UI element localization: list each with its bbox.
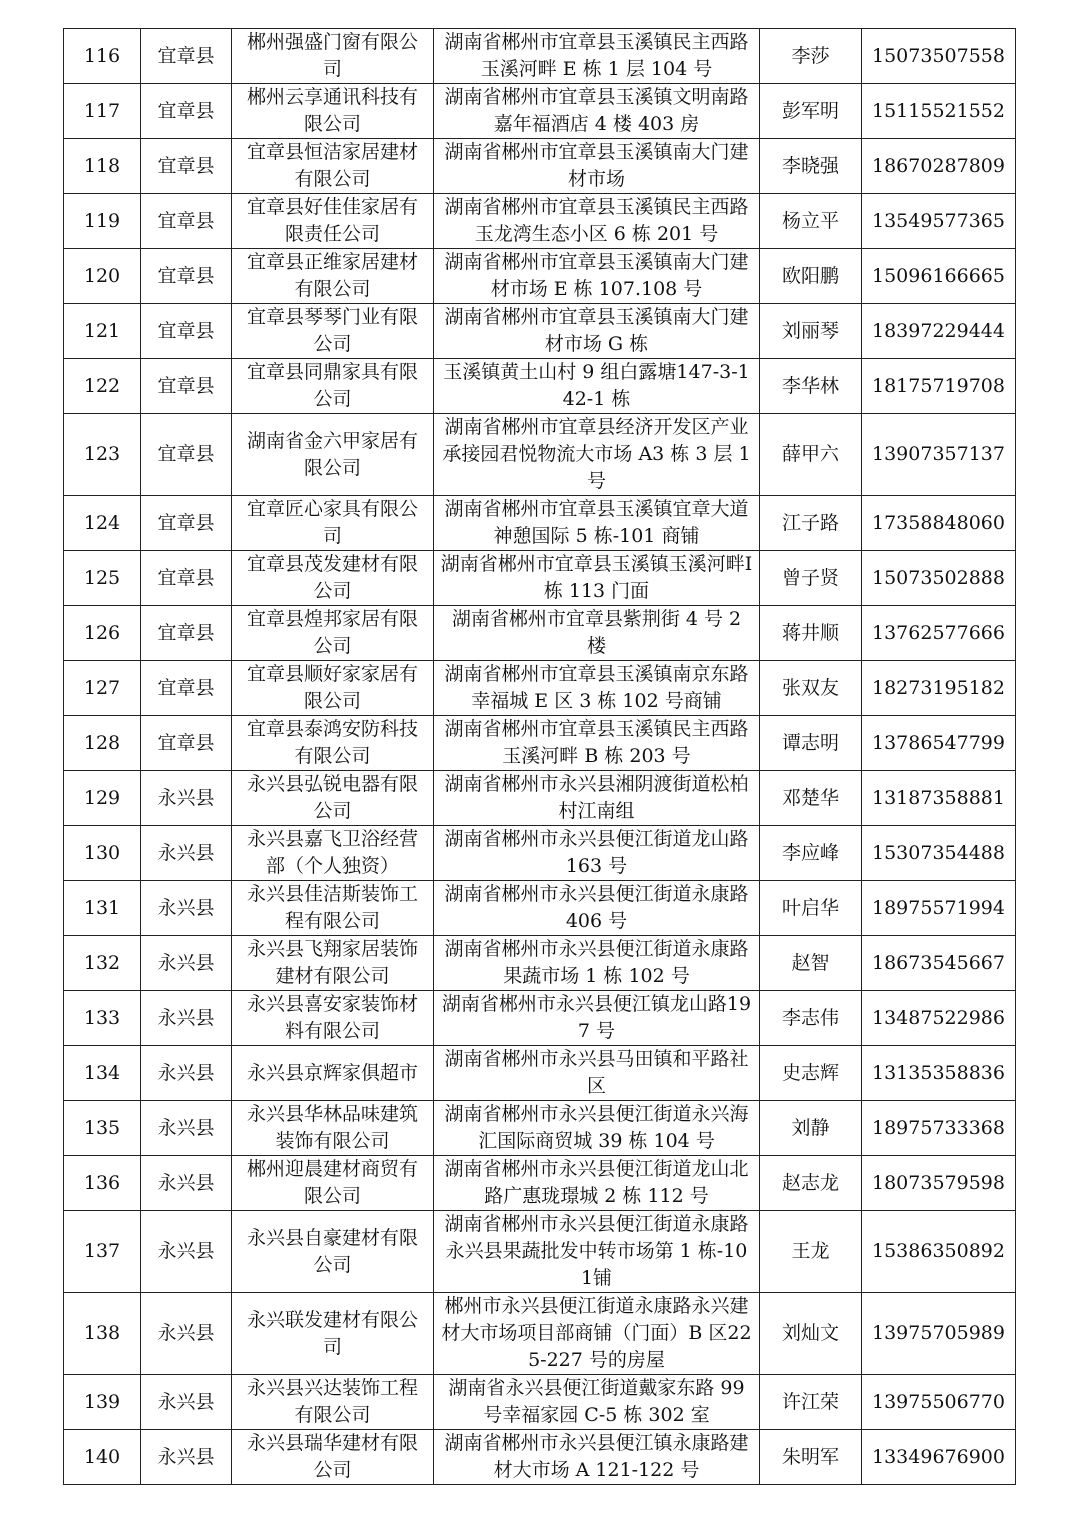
- county-cell: 宜章县: [141, 249, 232, 304]
- row-number: 127: [64, 661, 141, 716]
- table-row: [64, 1293, 1016, 1375]
- table-row: [64, 716, 1016, 771]
- contact-cell: 刘丽琴: [760, 304, 862, 359]
- company-cell: 永兴县瑞华建材有限公司: [232, 1430, 434, 1485]
- row-number: 137: [64, 1211, 141, 1293]
- phone-cell: 13786547799: [862, 716, 1016, 771]
- table-row: [64, 1375, 1016, 1430]
- company-cell: 宜章县正维家居建材有限公司: [232, 249, 434, 304]
- contact-cell: 朱明军: [760, 1430, 862, 1485]
- row-number: 122: [64, 359, 141, 414]
- row-number: 118: [64, 139, 141, 194]
- address-cell: 湖南省郴州市永兴县便江街道永康路果蔬市场 1 栋 102 号: [434, 936, 760, 991]
- company-cell: 永兴县佳洁斯装饰工程有限公司: [232, 881, 434, 936]
- phone-cell: 13762577666: [862, 606, 1016, 661]
- table-row: [64, 29, 1016, 84]
- contact-cell: 赵志龙: [760, 1156, 862, 1211]
- contact-cell: 史志辉: [760, 1046, 862, 1101]
- company-cell: 宜章县煌邦家居有限公司: [232, 606, 434, 661]
- county-cell: 永兴县: [141, 1430, 232, 1485]
- table-row: [64, 359, 1016, 414]
- contact-cell: 谭志明: [760, 716, 862, 771]
- county-cell: 永兴县: [141, 771, 232, 826]
- contact-cell: 邓楚华: [760, 771, 862, 826]
- address-cell: 湖南省郴州市永兴县便江镇龙山路197 号: [434, 991, 760, 1046]
- company-cell: 宜章县琴琴门业有限公司: [232, 304, 434, 359]
- table-row: [64, 84, 1016, 139]
- address-cell: 湖南省郴州市宜章县玉溪镇民主西路玉溪河畔 E 栋 1 层 104 号: [434, 29, 760, 84]
- table-row: [64, 1046, 1016, 1101]
- company-cell: 宜章县泰鸿安防科技有限公司: [232, 716, 434, 771]
- county-cell: 宜章县: [141, 606, 232, 661]
- company-cell: 宜章匠心家具有限公司: [232, 496, 434, 551]
- phone-cell: 18975733368: [862, 1101, 1016, 1156]
- company-cell: 永兴县飞翔家居装饰建材有限公司: [232, 936, 434, 991]
- address-cell: 玉溪镇黄土山村 9 组白露塘147-3-142-1 栋: [434, 359, 760, 414]
- row-number: 131: [64, 881, 141, 936]
- table-row: [64, 771, 1016, 826]
- row-number: 120: [64, 249, 141, 304]
- address-cell: 湖南省郴州市宜章县玉溪镇文明南路嘉年福酒店 4 楼 403 房: [434, 84, 760, 139]
- contact-cell: 许江荣: [760, 1375, 862, 1430]
- contact-cell: 叶启华: [760, 881, 862, 936]
- address-cell: 湖南省郴州市永兴县便江街道龙山路163 号: [434, 826, 760, 881]
- table-row: [64, 551, 1016, 606]
- table-row: [64, 414, 1016, 496]
- contact-cell: 彭军明: [760, 84, 862, 139]
- table-row: [64, 1156, 1016, 1211]
- phone-cell: 15096166665: [862, 249, 1016, 304]
- row-number: 125: [64, 551, 141, 606]
- contact-cell: 刘静: [760, 1101, 862, 1156]
- address-cell: 湖南省郴州市永兴县便江镇永康路建材大市场 A 121-122 号: [434, 1430, 760, 1485]
- table-row: [64, 496, 1016, 551]
- phone-cell: 13549577365: [862, 194, 1016, 249]
- table-row: [64, 1101, 1016, 1156]
- row-number: 129: [64, 771, 141, 826]
- address-cell: 湖南省郴州市永兴县便江街道永康路406 号: [434, 881, 760, 936]
- table-row: [64, 881, 1016, 936]
- table-row: [64, 661, 1016, 716]
- company-cell: 永兴县华林品味建筑装饰有限公司: [232, 1101, 434, 1156]
- row-number: 140: [64, 1430, 141, 1485]
- row-number: 130: [64, 826, 141, 881]
- company-cell: 宜章县同鼎家具有限公司: [232, 359, 434, 414]
- company-cell: 永兴县兴达装饰工程有限公司: [232, 1375, 434, 1430]
- row-number: 116: [64, 29, 141, 84]
- address-cell: 湖南省郴州市宜章县玉溪镇民主西路玉溪河畔 B 栋 203 号: [434, 716, 760, 771]
- contact-cell: 薛甲六: [760, 414, 862, 496]
- address-cell: 湖南省郴州市宜章县玉溪镇南大门建材市场 E 栋 107.108 号: [434, 249, 760, 304]
- phone-cell: 15073502888: [862, 551, 1016, 606]
- row-number: 117: [64, 84, 141, 139]
- company-cell: 永兴县嘉飞卫浴经营部（个人独资）: [232, 826, 434, 881]
- phone-cell: 13187358881: [862, 771, 1016, 826]
- county-cell: 宜章县: [141, 194, 232, 249]
- company-cell: 宜章县恒洁家居建材有限公司: [232, 139, 434, 194]
- phone-cell: 18673545667: [862, 936, 1016, 991]
- county-cell: 宜章县: [141, 496, 232, 551]
- address-cell: 湖南省郴州市永兴县湘阴渡街道松柏村江南组: [434, 771, 760, 826]
- county-cell: 宜章县: [141, 139, 232, 194]
- county-cell: 宜章县: [141, 29, 232, 84]
- address-cell: 湖南省郴州市永兴县便江街道永兴海汇国际商贸城 39 栋 104 号: [434, 1101, 760, 1156]
- phone-cell: 15307354488: [862, 826, 1016, 881]
- row-number: 123: [64, 414, 141, 496]
- business-list-table: [63, 28, 1016, 1485]
- company-cell: 宜章县好佳佳家居有限责任公司: [232, 194, 434, 249]
- phone-cell: 13975705989: [862, 1293, 1016, 1375]
- row-number: 135: [64, 1101, 141, 1156]
- address-cell: 湖南省郴州市宜章县玉溪镇南大门建材市场: [434, 139, 760, 194]
- phone-cell: 18975571994: [862, 881, 1016, 936]
- county-cell: 宜章县: [141, 84, 232, 139]
- row-number: 119: [64, 194, 141, 249]
- contact-cell: 李应峰: [760, 826, 862, 881]
- address-cell: 湖南省永兴县便江街道戴家东路 99号幸福家园 C-5 栋 302 室: [434, 1375, 760, 1430]
- phone-cell: 15386350892: [862, 1211, 1016, 1293]
- company-cell: 湖南省金六甲家居有限公司: [232, 414, 434, 496]
- contact-cell: 李志伟: [760, 991, 862, 1046]
- contact-cell: 杨立平: [760, 194, 862, 249]
- phone-cell: 13135358836: [862, 1046, 1016, 1101]
- company-cell: 宜章县茂发建材有限公司: [232, 551, 434, 606]
- phone-cell: 18397229444: [862, 304, 1016, 359]
- table-row: [64, 304, 1016, 359]
- row-number: 128: [64, 716, 141, 771]
- contact-cell: 李华林: [760, 359, 862, 414]
- row-number: 136: [64, 1156, 141, 1211]
- phone-cell: 18273195182: [862, 661, 1016, 716]
- phone-cell: 17358848060: [862, 496, 1016, 551]
- table-row: [64, 249, 1016, 304]
- table-row: [64, 1430, 1016, 1485]
- phone-cell: 13487522986: [862, 991, 1016, 1046]
- county-cell: 永兴县: [141, 991, 232, 1046]
- company-cell: 永兴县京辉家俱超市: [232, 1046, 434, 1101]
- company-cell: 郴州迎晨建材商贸有限公司: [232, 1156, 434, 1211]
- row-number: 139: [64, 1375, 141, 1430]
- county-cell: 永兴县: [141, 826, 232, 881]
- contact-cell: 赵智: [760, 936, 862, 991]
- phone-cell: 13975506770: [862, 1375, 1016, 1430]
- county-cell: 永兴县: [141, 1375, 232, 1430]
- county-cell: 永兴县: [141, 1211, 232, 1293]
- company-cell: 永兴县弘锐电器有限公司: [232, 771, 434, 826]
- address-cell: 湖南省郴州市宜章县紫荆街 4 号 2 楼: [434, 606, 760, 661]
- table-body: [64, 29, 1016, 1485]
- county-cell: 永兴县: [141, 1046, 232, 1101]
- company-cell: 永兴县自豪建材有限公司: [232, 1211, 434, 1293]
- company-cell: 郴州强盛门窗有限公司: [232, 29, 434, 84]
- row-number: 134: [64, 1046, 141, 1101]
- contact-cell: 江子路: [760, 496, 862, 551]
- address-cell: 湖南省郴州市永兴县马田镇和平路社区: [434, 1046, 760, 1101]
- contact-cell: 欧阳鹏: [760, 249, 862, 304]
- company-cell: 永兴联发建材有限公司: [232, 1293, 434, 1375]
- county-cell: 永兴县: [141, 1156, 232, 1211]
- table-row: [64, 826, 1016, 881]
- contact-cell: 曾子贤: [760, 551, 862, 606]
- address-cell: 湖南省郴州市永兴县便江街道龙山北路广惠珑璟城 2 栋 112 号: [434, 1156, 760, 1211]
- table-row: [64, 936, 1016, 991]
- phone-cell: 13907357137: [862, 414, 1016, 496]
- county-cell: 永兴县: [141, 881, 232, 936]
- address-cell: 湖南省郴州市宜章县玉溪镇南京东路幸福城 E 区 3 栋 102 号商铺: [434, 661, 760, 716]
- contact-cell: 刘灿文: [760, 1293, 862, 1375]
- county-cell: 宜章县: [141, 414, 232, 496]
- table-row: [64, 1211, 1016, 1293]
- row-number: 132: [64, 936, 141, 991]
- row-number: 133: [64, 991, 141, 1046]
- county-cell: 宜章县: [141, 661, 232, 716]
- phone-cell: 15073507558: [862, 29, 1016, 84]
- address-cell: 湖南省郴州市宜章县玉溪镇南大门建材市场 G 栋: [434, 304, 760, 359]
- county-cell: 宜章县: [141, 304, 232, 359]
- county-cell: 永兴县: [141, 1293, 232, 1375]
- row-number: 124: [64, 496, 141, 551]
- phone-cell: 18073579598: [862, 1156, 1016, 1211]
- address-cell: 湖南省郴州市宜章县经济开发区产业承接园君悦物流大市场 A3 栋 3 层 1 号: [434, 414, 760, 496]
- address-cell: 湖南省郴州市宜章县玉溪镇民主西路玉龙湾生态小区 6 栋 201 号: [434, 194, 760, 249]
- address-cell: 湖南省郴州市宜章县玉溪镇宜章大道神憩国际 5 栋-101 商铺: [434, 496, 760, 551]
- contact-cell: 王龙: [760, 1211, 862, 1293]
- table-row: [64, 194, 1016, 249]
- company-cell: 宜章县顺好家家居有限公司: [232, 661, 434, 716]
- county-cell: 宜章县: [141, 716, 232, 771]
- phone-cell: 18175719708: [862, 359, 1016, 414]
- table-row: [64, 139, 1016, 194]
- county-cell: 宜章县: [141, 359, 232, 414]
- contact-cell: 李晓强: [760, 139, 862, 194]
- phone-cell: 15115521552: [862, 84, 1016, 139]
- address-cell: 郴州市永兴县便江街道永康路永兴建材大市场项目部商铺（门面）B 区225-227 号的房屋: [434, 1293, 760, 1375]
- contact-cell: 张双友: [760, 661, 862, 716]
- table-row: [64, 606, 1016, 661]
- county-cell: 永兴县: [141, 1101, 232, 1156]
- county-cell: 宜章县: [141, 551, 232, 606]
- company-cell: 永兴县喜安家装饰材料有限公司: [232, 991, 434, 1046]
- county-cell: 永兴县: [141, 936, 232, 991]
- phone-cell: 13349676900: [862, 1430, 1016, 1485]
- row-number: 121: [64, 304, 141, 359]
- table-row: [64, 991, 1016, 1046]
- phone-cell: 18670287809: [862, 139, 1016, 194]
- company-cell: 郴州云享通讯科技有限公司: [232, 84, 434, 139]
- address-cell: 湖南省郴州市永兴县便江街道永康路永兴县果蔬批发中转市场第 1 栋-101铺: [434, 1211, 760, 1293]
- row-number: 138: [64, 1293, 141, 1375]
- row-number: 126: [64, 606, 141, 661]
- address-cell: 湖南省郴州市宜章县玉溪镇玉溪河畔I 栋 113 门面: [434, 551, 760, 606]
- contact-cell: 蒋井顺: [760, 606, 862, 661]
- contact-cell: 李莎: [760, 29, 862, 84]
